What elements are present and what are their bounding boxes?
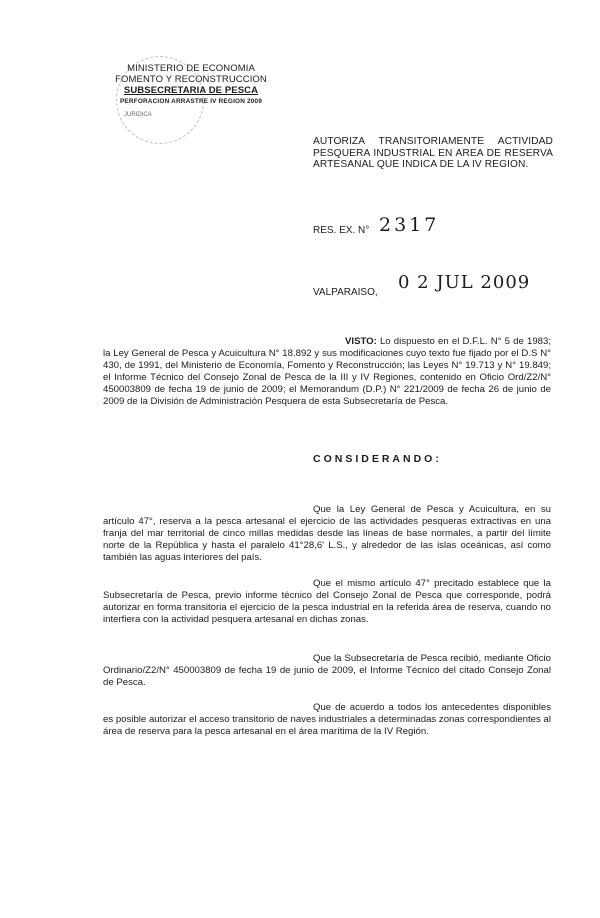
- ministry-subtitle: FOMENTO Y RECONSTRUCCION: [115, 74, 267, 85]
- ministry-name: MINISTERIO DE ECONOMIA: [127, 63, 255, 74]
- resolution-label: RES. EX. N°: [313, 225, 370, 236]
- considerando-heading: CONSIDERANDO:: [313, 453, 442, 465]
- ministry-header: [96, 63, 286, 107]
- considerando-paragraph-4: Que de acuerdo a todos los antecedentes disponibles es posible autorizar el acceso transitorio de naves industriales a determinadas zonas correspondientes al área de reserva para la pesca artesanal en el área marítima de la IV Región.: [103, 702, 551, 737]
- seal-text: JURIDICA: [124, 112, 152, 118]
- considerando-paragraph-2: Que el mismo artículo 47° precitado establece que la Subsecretaría de Pesca, previo informe técnico del Consejo Zonal de Pesca que corresponde, podrá autorizar en forma transitoria el ejercicio de la pesca industrial en la referida área de reserva, cuando no interfiera con la actividad pesquera artesanal en dichas zonas.: [103, 578, 551, 625]
- resolution-number: 2317: [379, 214, 440, 236]
- header-reference: PERFORACION ARRASTRE IV REGION 2009: [119, 98, 263, 105]
- document-date: 0 2 JUL 2009: [398, 272, 531, 293]
- visto-label: VISTO:: [345, 336, 377, 347]
- visto-text: Lo dispuesto en el D.F.L. N° 5 de 1983; la Ley General de Pesca y Acuicultura N° 18.892 y sus modificaciones cuyo texto fue fijado por el D.S N° 430, de 1991, del Ministerio de Economía, Fomento y Reconstrucción; las Leyes N° 19.713 y N° 19.849; el Informe Técnico del Consejo Zonal de Pesca de la III y IV Regiones, contenido en Oficio Ord/Z2/N° 450003809 de fecha 19 de junio de 2009; el Memorandum (D.P.) N° 221/2009 de fecha 26 de junio de 2009 de la División de Administración Pesquera de esta Subsecretaría de Pesca.: [103, 336, 551, 407]
- place-name: VALPARAISO,: [313, 287, 378, 298]
- subsecretaria-name: SUBSECRETARIA DE PESCA: [123, 85, 259, 96]
- considerando-paragraph-3: Que la Subsecretaría de Pesca recibió, mediante Oficio Ordinario/Z2/N° 450003809 de fecha 19 de junio de 2009, el Informe Técnico del citado Consejo Zonal de Pesca.: [103, 653, 551, 688]
- visto-paragraph: [103, 336, 551, 408]
- considerando-paragraph-1: Que la Ley General de Pesca y Acuicultura, en su artículo 47°, reserva a la pesca artesanal el ejercicio de las actividades pesqueras extractivas en una franja del mar territorial de cinco millas medidas desde las líneas de base normales, a partir del límite norte de la República y hasta el paralelo 41°28,6' L.S., y alrededor de las islas oceánicas, así como también las aguas interiores del país.: [103, 504, 551, 563]
- document-title: AUTORIZA TRANSITORIAMENTE ACTIVIDAD PESQUERA INDUSTRIAL EN AREA DE RESERVA ARTESANAL QUE INDICA DE LA IV REGION.: [313, 136, 553, 171]
